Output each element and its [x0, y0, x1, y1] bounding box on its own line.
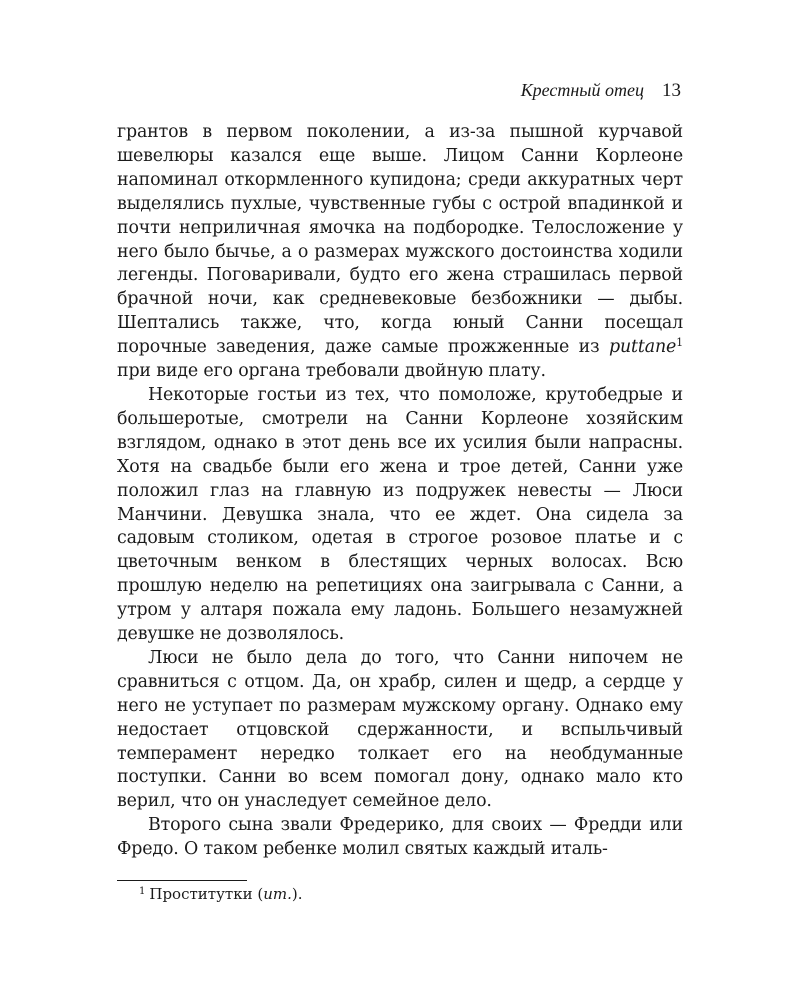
- running-head: [521, 80, 681, 102]
- paragraph-3: Люси не было дела до того, что Санни нипочем не сравниться с отцом. Да, он храбр, силен и щедр, а сердце у него не уступает по размерам мужскому органу. Однако ему недостает отцовской сдержанности, и вспыльчивый темперамент нередко толкает его на необдуманные поступки. Санни во всем помогал дону, однако мало кто верил, что он унаследует семейное дело.: [117, 647, 683, 812]
- footnote-marker: 1: [139, 886, 146, 897]
- footnote-text-end: ).: [291, 885, 303, 903]
- page-number: 13: [662, 80, 681, 101]
- footnote-text: Проститутки (: [149, 885, 264, 903]
- paragraph-1-text: грантов в первом поколении, а из-за пышной курчавой шевелюры казался еще выше. Лицом Санни Корлеоне напоминал откормленного купидона; среди аккуратных черт выделялись пухлые, чувственные губы с острой впадинкой и почти неприличная ямочка на подбородке. Телосложение у него было бычье, а о размерах мужского достоинства ходили легенды. Поговаривали, будто его жена страшилась первой брачной ночи, как средневековые безбожники — дыбы. Шептались также, что, когда юный Санни посещал порочные заведения, даже самые прожженные из: [117, 122, 683, 358]
- body-text: [117, 121, 683, 862]
- footnote: [139, 884, 302, 904]
- italic-term: puttane: [609, 337, 677, 358]
- footnote-reference: 1: [676, 336, 683, 350]
- paragraph-4: Второго сына звали Фредерико, для своих — Фредди или Фредо. О таком ребенке молил святых каждый италь-: [117, 815, 683, 860]
- footnote-divider: [117, 880, 247, 881]
- paragraph-1: [117, 121, 683, 384]
- paragraph-1-tail: при виде его органа требовали двойную плату.: [117, 361, 546, 382]
- book-title: Крестный отец: [520, 80, 644, 100]
- paragraph-2: Некоторые гостьи из тех, что помоложе, крутобедрые и большеротые, смотрели на Санни Корлеоне хозяйским взглядом, однако в этот день все их усилия были напрасны. Хотя на свадьбе были его жена и трое детей, Санни уже положил глаз на главную из подружек невесты — Люси Манчини. Девушка знала, что ее ждет. Она сидела за садовым столиком, одетая в строгое розовое платье и с цветочным венком в блестящих черных волосах. Всю прошлую неделю на репетициях она заигрывала с Санни, а утром у алтаря пожала ему ладонь. Большего незамужней девушке не дозволялось.: [117, 384, 683, 645]
- footnote-italic: ит.: [263, 885, 292, 903]
